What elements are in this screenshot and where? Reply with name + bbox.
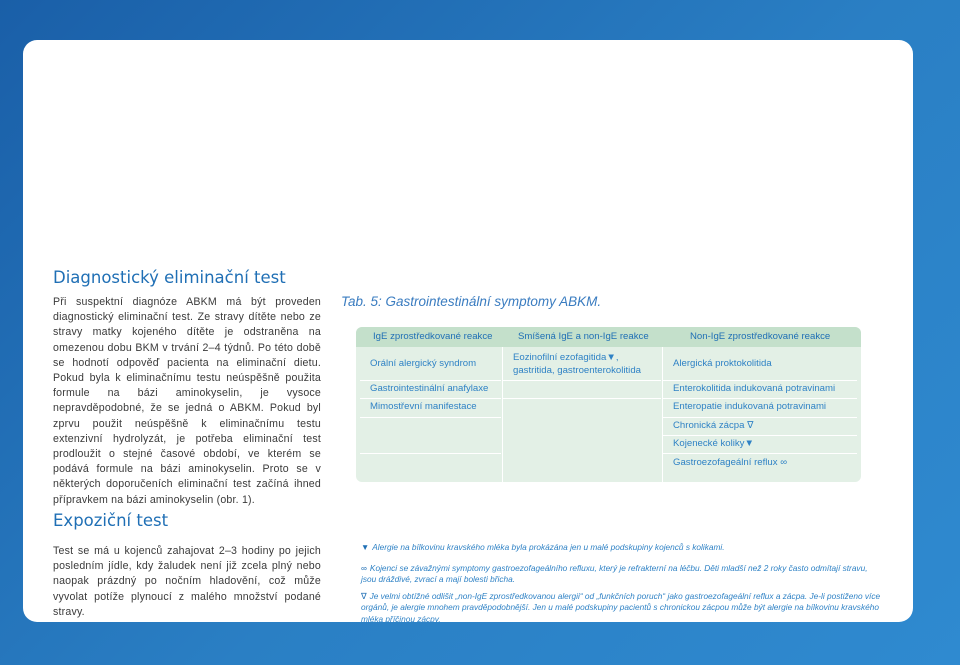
- table-cell-extraintestinal: Mimostřevní manifestace: [370, 401, 477, 412]
- column-divider: [502, 347, 503, 482]
- diagnostic-test-heading: Diagnostický eliminační test: [53, 268, 286, 287]
- symptoms-table: [356, 327, 861, 482]
- table-cell-gi-anaphylaxis: Gastrointestinální anafylaxe: [370, 383, 489, 394]
- footnote: [361, 542, 881, 554]
- table-header-row: [356, 327, 861, 347]
- row-divider: [663, 417, 857, 418]
- table-cell-proctocolitis: Alergická proktokolitida: [673, 358, 772, 369]
- row-divider: [663, 398, 857, 399]
- row-divider: [360, 417, 501, 418]
- column-divider: [662, 347, 663, 482]
- row-divider: [360, 453, 501, 454]
- table-footnotes: [361, 542, 881, 631]
- row-divider: [503, 380, 661, 381]
- infinity-icon: ∞: [361, 562, 367, 573]
- table-cell-enterocolitis: Enterokolitida indukovaná potravinami: [673, 383, 836, 394]
- footnote-text: Alergie na bílkovinu kravského mléka byla prokázána jen u malé podskupiny kojenců s kolikami.: [372, 542, 725, 552]
- table-cell-reflux: Gastroezofageální reflux ∞: [673, 457, 788, 468]
- table-cell-constipation: Chronická zácpa ∇: [673, 420, 754, 431]
- row-divider: [663, 435, 857, 436]
- exposure-test-paragraph: Test se má u kojenců zahajovat 2–3 hodiny po jejich posledním jídle, kdy žaludek není již zcela plný nebo naopak prázdný po nočním hladovění, což může vyvolat potíže plynoucí z malého množství podané stravy.: [53, 545, 321, 618]
- footnote-text: Je velmi obtížné odlišit „non-IgE zprostředkovanou alergii“ od „funkčních poruch“ jako gastroezofageální reflux a zácpa. Je-li postiženo více orgánů, je alergie mnohem pravděpodobnější. Jen u malé podskupiny pacientů s chronickou zácpou může být alergie na bílkovinu kravského mléka příčinou zácpy.: [361, 590, 881, 624]
- table-cell-eosinophilic: Eozinofilní ezofagitida▼,: [513, 352, 619, 363]
- footnote: [361, 563, 881, 586]
- table-header-mixed: Smíšená IgE a non-IgE reakce: [518, 331, 649, 342]
- right-column: [341, 294, 881, 624]
- footnote-text: Kojenci se závažnými symptomy gastroezofageálního refluxu, který je refrakterní na léčbu. Děti mladší než 2 roky často odmítají stravu, jsou dráždivé, zvrací a mají bolesti břicha.: [361, 562, 868, 585]
- footnote: [361, 591, 881, 626]
- row-divider: [360, 398, 501, 399]
- table-cell-oral-allergy: Orální alergický syndrom: [370, 358, 477, 369]
- table-header-ige: IgE zprostředkované reakce: [373, 331, 493, 342]
- content-card: [23, 40, 913, 622]
- table-cell-enteropathy: Enteropatie indukovaná potravinami: [673, 401, 827, 412]
- table-cell-gastritis: gastritida, gastroenterokolitida: [513, 365, 641, 376]
- diagnostic-test-paragraph: Při suspektní diagnóze ABKM má být proveden diagnostický eliminační test. Ze stravy dítěte nebo ze stravy matky kojeného dítěte je odstraněna na omezenou dobu BKM v trvání 2–4 týdnů. Po této době se hodnotí odpověď pacienta na eliminační dietu. Pokud byla k eliminačnímu testu neúspěšně použita formule na bázi aminokyselin, je vysoce nepravděpodobné, že se jedná o ABKM. Pokud byl zprvu použit neúspěšně k eliminačnímu testu extenzivní hydrolyzát, je potřeba eliminační test prodloužit o stejné časové období, ve kterém se podává formule na bázi aminokyselin. Proto se v některých doporučeních eliminační test začíná ihned přípravkem na bázi aminokyselin (obr. 1).: [53, 296, 321, 506]
- row-divider: [503, 398, 661, 399]
- table-caption: Tab. 5: Gastrointestinální symptomy ABKM.: [341, 294, 602, 309]
- triangle-down-icon: ▼: [361, 542, 370, 552]
- left-column: [53, 268, 321, 618]
- exposure-test-heading: Expoziční test: [53, 511, 169, 530]
- nabla-icon: ∇: [361, 590, 367, 601]
- table-cell-colic: Kojenecké koliky▼: [673, 438, 754, 449]
- row-divider: [663, 453, 857, 454]
- row-divider: [663, 380, 857, 381]
- row-divider: [360, 380, 501, 381]
- table-header-non-ige: Non-IgE zprostředkované reakce: [690, 331, 831, 342]
